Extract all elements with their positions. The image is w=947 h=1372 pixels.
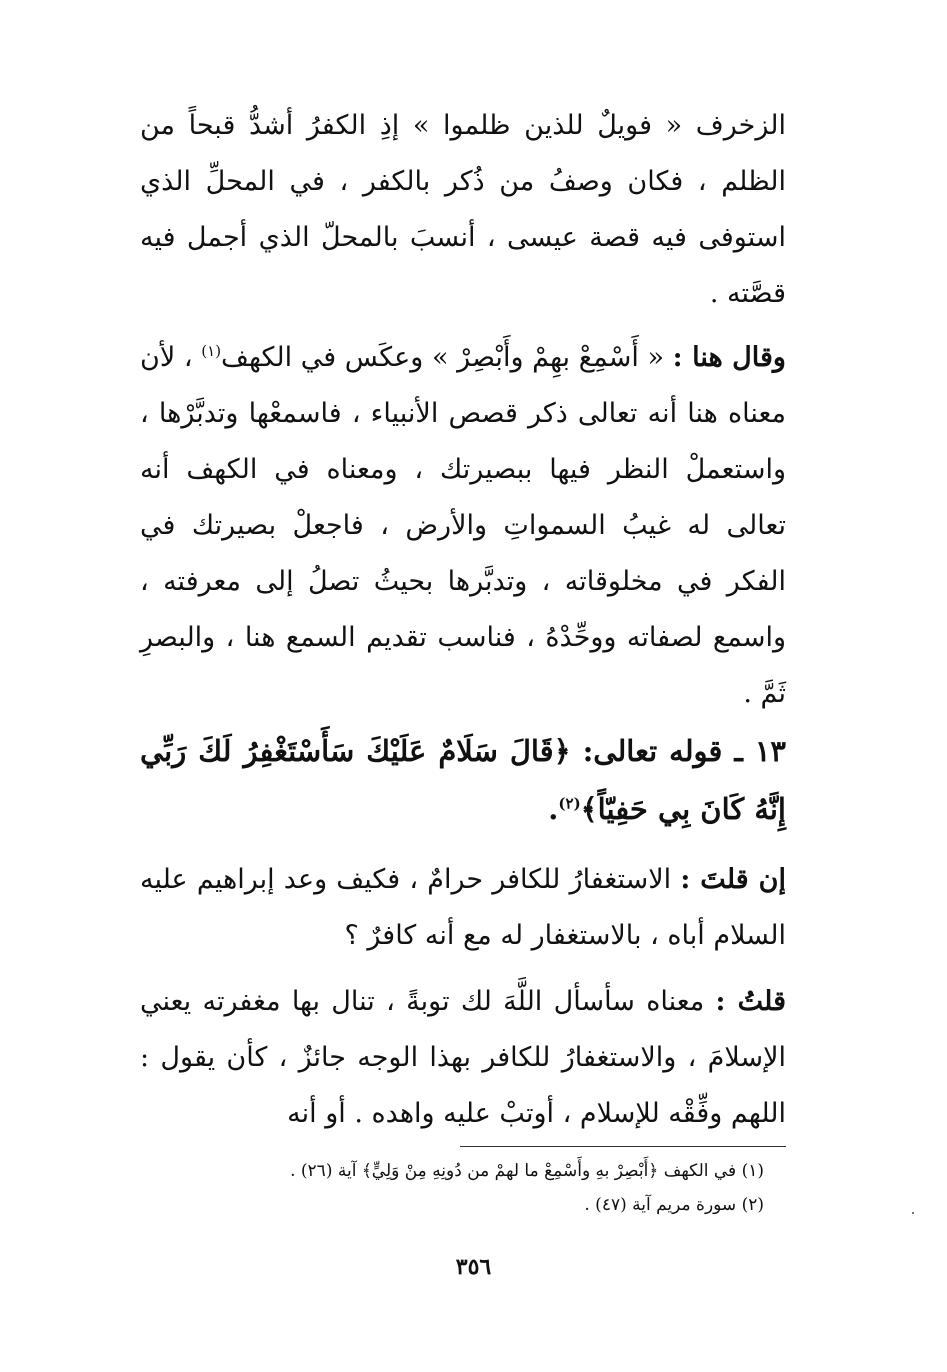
paragraph-1-text: الزخرف « فويلٌ للذين ظلموا » إذِ الكفرُ أشدُّ قبحاً من الظلم ، فكان وصفُ من ذُكر بالكفر ، في المحلِّ الذي استوفى فيه قصة عيسى ، أنسبَ بالمحلّ الذي أجمل فيه قصَّته . (140, 110, 786, 309)
verse-end: . (548, 792, 559, 826)
footnote-separator (460, 1146, 786, 1147)
paragraph-4 (140, 974, 786, 1142)
paragraph-2-rest: ، لأن معناه هنا أنه تعالى ذكر قصص الأنبياء ، فاسمعْها وتدبَّرْها ، واستعملْ النظر فيها ببصيرتك ، ومعناه في الكهف أنه تعالى له غيبُ السمواتِ والأرض ، فاجعلْ بصيرتك في الفكر في مخلوقاته ، وتدبَّرها بحيثُ تصلُ إلى معرفته ، واسمع لصفاته ووحِّدْهُ ، فناسب تقديم السمع هنا ، والبصرِ ثَمَّ . (140, 342, 786, 709)
paragraph-4-rest: معناه سأسأل اللَّهَ لك توبةً ، تنال بها مغفرته يعني الإسلامَ ، والاستغفارُ للكافر بهذا الوجه جائزٌ ، كأن يقول : اللهم وفِّقْه للإسلام ، أوتبْ عليه واهده . أو أنه (140, 986, 786, 1129)
main-text (140, 98, 786, 1142)
verse-text: ﴿قَالَ سَلَامٌ عَلَيْكَ سَأَسْتَغْفِرُ لَكَ رَبِّي إِنَّهُ كَانَ بِي حَفِيّاً﴾ (140, 734, 786, 826)
footnotes (140, 1154, 764, 1222)
paragraph-4-lead: قلتُ : (715, 986, 786, 1017)
paragraph-3 (140, 852, 786, 964)
paragraph-3-lead: إن قلتَ : (680, 864, 786, 895)
page-number: ٣٥٦ (455, 1254, 492, 1280)
footnote-ref-2: (٢) (558, 794, 581, 813)
paragraph-3-rest: الاستغفارُ للكافر حرامٌ ، فكيف وعد إبراهيم عليه السلام أباه ، بالاستغفار له مع أنه كافرٌ ؟ (140, 864, 786, 951)
footnote-1: (١) في الكهف ﴿أَبْصِرْ بهِ وأَسْمِعْ ما لهمْ من دُونِهِ مِنْ وَلِيٍّ﴾ آية (٢٦) . (290, 1161, 764, 1181)
verse-lead: قوله تعالى: (582, 734, 723, 768)
paragraph-2-lead: وقال هنا : (672, 342, 786, 373)
footnote-ref-1: (١) (201, 342, 222, 360)
footnote-2: (٢) سورة مريم آية (٤٧) . (584, 1195, 764, 1215)
verse-13 (140, 722, 786, 838)
verse-number: ١٣ ـ (734, 734, 786, 768)
paragraph-2 (140, 330, 786, 722)
paragraph-1 (140, 98, 786, 322)
scan-speck (912, 1212, 914, 1214)
paragraph-2-quote: « أَسْمِعْ بهِمْ وأَبْصِرْ » وعكَس في الكهف (221, 342, 664, 373)
